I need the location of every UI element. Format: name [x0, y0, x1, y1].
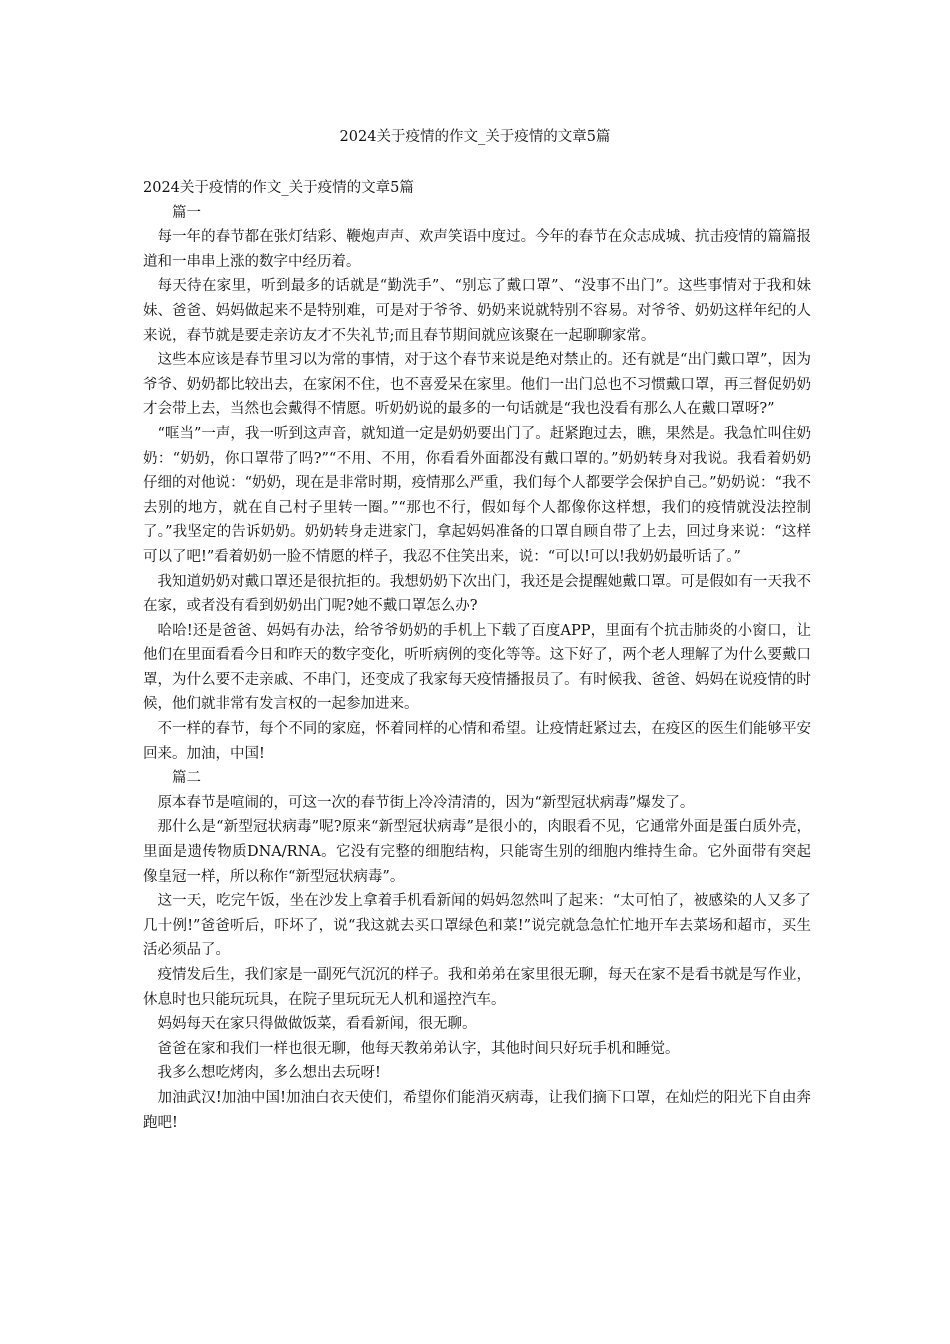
- document-body: [143, 176, 811, 1135]
- paragraph: 爸爸在家和我们一样也很无聊，他每天教弟弟认字，其他时间只好玩手机和睡觉。: [157, 1040, 680, 1057]
- paragraph: 疫情发后生，我们家是一副死气沉沉的样子。我和弟弟在家里很无聊，每天在家不是看书就是写作业，休息时也只能玩玩具，在院子里玩玩无人机和遥控汽车。: [143, 967, 811, 1008]
- paragraph: 不一样的春节，每个不同的家庭，怀着同样的心情和希望。让疫情赶紧过去，在疫区的医生们能够平安回来。加油，中国!: [143, 721, 811, 762]
- paragraph: 我多么想吃烤肉，多么想出去玩呀!: [157, 1065, 381, 1082]
- paragraph: 这一天，吃完午饭，坐在沙发上拿着手机看新闻的妈妈忽然叫了起来：“太可怕了，被感染的人又多了几十例!”爸爸听后，吓坏了，说“我这就去买口罩绿色和菜!”说完就急急忙忙地开车去菜场和超市，买生活必须品了。: [143, 893, 811, 959]
- section-heading-1: 篇一: [172, 204, 201, 221]
- paragraph: 加油武汉!加油中国!加油白衣天使们，希望你们能消灭病毒，让我们摘下口罩，在灿烂的阳光下自由奔跑吧!: [143, 1089, 811, 1131]
- paragraph: 每天待在家里，听到最多的话就是“勤洗手”、“别忘了戴口罩”、“没事不出门”。这些事情对于我和妹妹、爸爸、妈妈做起来不是特别难，可是对于爷爷、奶奶来说就特别不容易。对爷爷、奶奶这样年纪的人来说，春节就是要走亲访友才不失礼节;而且春节期间就应该聚在一起聊聊家常。: [143, 278, 811, 344]
- section-heading-2: 篇二: [172, 770, 201, 787]
- paragraph: 原本春节是喧闹的，可这一次的春节街上冷冷清清的，因为“新型冠状病毒”爆发了。: [157, 794, 695, 811]
- paragraph: 每一年的春节都在张灯结彩、鞭炮声声、欢声笑语中度过。今年的春节在众志成城、抗击疫情的篇篇报道和一串串上涨的数字中经历着。: [143, 229, 811, 270]
- page-title: 2024关于疫情的作文_关于疫情的文章5篇: [339, 129, 611, 145]
- document-subtitle: 2024关于疫情的作文_关于疫情的文章5篇: [143, 180, 414, 196]
- paragraph: 哈哈!还是爸爸、妈妈有办法，给爷爷奶奶的手机上下载了百度APP，里面有个抗击肺炎的小窗口，让他们在里面看看今日和昨天的数字变化，听听病例的变化等等。这下好了，两个老人理解了为什么要戴口罩，为什么要不走亲戚、不串门，还变成了我家每天疫情播报员了。有时候我、爸爸、妈妈在说疫情的时候，他们就非常有发言权的一起参加进来。: [143, 622, 811, 713]
- paragraph: “哐当”一声，我一听到这声音，就知道一定是奶奶要出门了。赶紧跑过去，瞧，果然是。我急忙叫住奶奶：“奶奶，你口罩带了吗?”“不用、不用，你看看外面都没有戴口罩的。”奶奶转身对我说。我看着奶奶仔细的对他说：“奶奶，现在是非常时期，疫情那么严重，我们每个人都要学会保护自己。”奶奶说：“我不去别的地方，就在自己村子里转一圈。”“那也不行，假如每个人都像你这样想，我们的疫情就没法控制了。”我坚定的告诉奶奶。奶奶转身走进家门，拿起妈妈准备的口罩自顾自带了上去，回过身来说：“这样可以了吧!”看着奶奶一脸不情愿的样子，我忍不住笑出来，说：“可以!可以!我奶奶最听话了。”: [143, 425, 811, 565]
- paragraph: 妈妈每天在家只得做做饭菜，看看新闻，很无聊。: [157, 1016, 477, 1033]
- paragraph: 这些本应该是春节里习以为常的事情，对于这个春节来说是绝对禁止的。还有就是“出门戴口罩”，因为爷爷、奶奶都比较出去，在家闲不住，也不喜爱呆在家里。他们一出门总也不习惯戴口罩，再三督促奶奶才会带上去，当然也会戴得不情愿。听奶奶说的最多的一句话就是“我也没看有那么人在戴口罩呀?”: [143, 352, 811, 418]
- paragraph: 我知道奶奶对戴口罩还是很抗拒的。我想奶奶下次出门，我还是会提醒她戴口罩。可是假如有一天我不在家，或者没有看到奶奶出门呢?她不戴口罩怎么办?: [143, 573, 811, 615]
- paragraph: 那什么是“新型冠状病毒”呢?原来“新型冠状病毒”是很小的，肉眼看不见，它通常外面是蛋白质外壳，里面是遗传物质DNA/RNA。它没有完整的细胞结构，只能寄生别的细胞内维持生命。它外面带有突起像皇冠一样，所以称作“新型冠状病毒”。: [143, 819, 811, 885]
